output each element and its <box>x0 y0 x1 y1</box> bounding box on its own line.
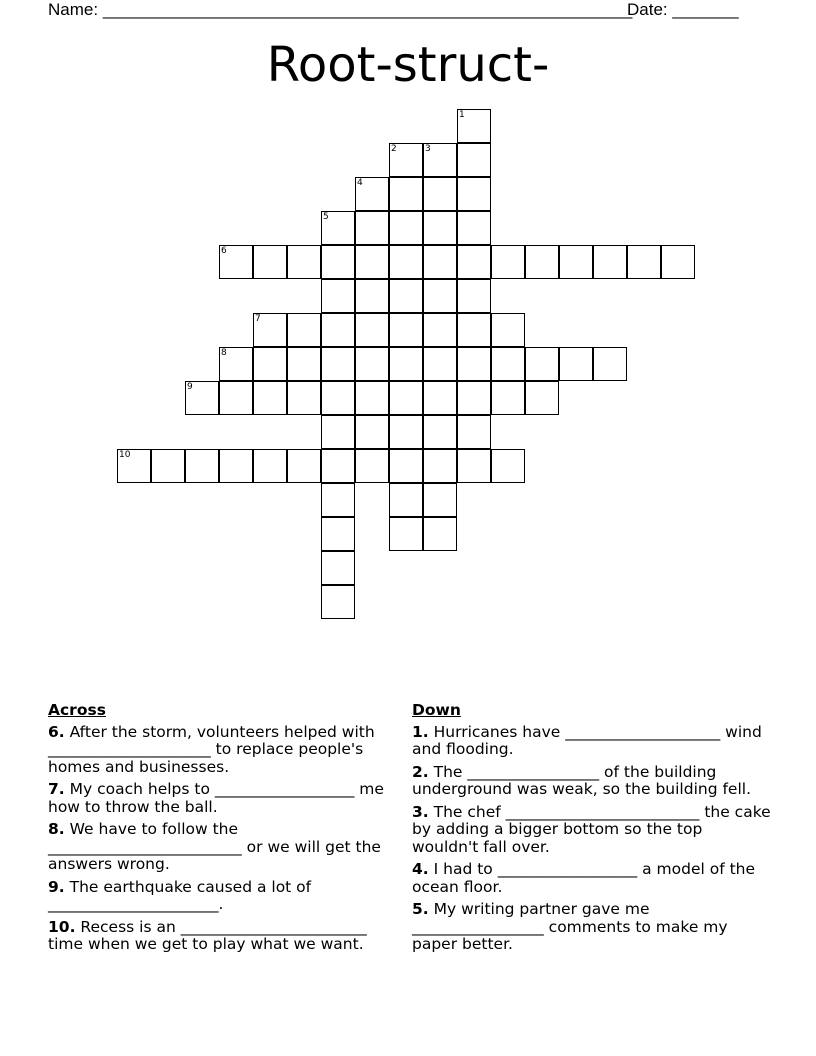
clue-number: 6. <box>48 722 65 741</box>
grid-cell[interactable] <box>491 381 525 415</box>
grid-cell[interactable] <box>355 313 389 347</box>
grid-cell[interactable] <box>287 347 321 381</box>
grid-cell[interactable] <box>457 245 491 279</box>
grid-cell[interactable] <box>389 313 423 347</box>
grid-cell[interactable] <box>321 279 355 313</box>
cell-number: 7 <box>255 314 261 324</box>
grid-cell[interactable] <box>423 483 457 517</box>
grid-cell[interactable] <box>355 211 389 245</box>
grid-cell[interactable] <box>355 347 389 381</box>
grid-cell[interactable] <box>423 177 457 211</box>
grid-cell[interactable] <box>491 313 525 347</box>
grid-cell[interactable] <box>491 245 525 279</box>
grid-cell[interactable] <box>253 381 287 415</box>
grid-cell[interactable] <box>219 449 253 483</box>
grid-cell[interactable] <box>457 313 491 347</box>
clue-number: 8. <box>48 820 65 838</box>
grid-cell[interactable] <box>423 415 457 449</box>
grid-cell[interactable] <box>423 279 457 313</box>
grid-cell[interactable] <box>355 177 389 211</box>
grid-cell[interactable] <box>287 245 321 279</box>
date-label: Date: <box>627 0 668 19</box>
grid-cell[interactable] <box>389 245 423 279</box>
grid-cell[interactable] <box>423 211 457 245</box>
grid-cell[interactable] <box>389 211 423 245</box>
clue-number: 7. <box>48 780 65 798</box>
grid-cell[interactable] <box>321 211 355 245</box>
grid-cell[interactable] <box>491 449 525 483</box>
down-heading: Down <box>412 701 461 719</box>
grid-cell[interactable] <box>321 517 355 551</box>
grid-cell[interactable] <box>389 415 423 449</box>
grid-cell[interactable] <box>321 347 355 381</box>
grid-cell[interactable] <box>457 381 491 415</box>
grid-cell[interactable] <box>457 143 491 177</box>
cell-number: 10 <box>119 450 131 460</box>
grid-cell[interactable] <box>117 449 151 483</box>
grid-cell[interactable] <box>457 449 491 483</box>
across-clues <box>48 702 400 959</box>
grid-cell[interactable] <box>423 143 457 177</box>
grid-cell[interactable] <box>423 347 457 381</box>
down-clue <box>412 861 772 896</box>
clue-number: 3. <box>412 802 429 821</box>
grid-cell[interactable] <box>423 449 457 483</box>
grid-cell[interactable] <box>457 211 491 245</box>
across-clue <box>48 919 400 954</box>
grid-cell[interactable] <box>389 347 423 381</box>
grid-cell[interactable] <box>423 245 457 279</box>
grid-cell[interactable] <box>321 551 355 585</box>
grid-cell[interactable] <box>457 279 491 313</box>
grid-cell[interactable] <box>253 313 287 347</box>
grid-cell[interactable] <box>321 245 355 279</box>
clue-text: My writing partner gave me _________________ comments to make my paper better. <box>412 900 728 953</box>
cell-number: 2 <box>391 144 397 154</box>
cell-number: 3 <box>425 144 431 154</box>
page-title: Root-struct- <box>266 37 550 93</box>
grid-cell[interactable] <box>389 143 423 177</box>
across-clue <box>48 724 400 777</box>
grid-cell[interactable] <box>321 313 355 347</box>
clue-text: We have to follow the _________________________ or we will get the answers wrong. <box>48 820 381 873</box>
grid-cell[interactable] <box>287 449 321 483</box>
grid-cell[interactable] <box>355 415 389 449</box>
grid-cell[interactable] <box>321 483 355 517</box>
grid-cell[interactable] <box>593 245 627 279</box>
clue-text: My coach helps to __________________ me how to throw the ball. <box>48 780 384 816</box>
grid-cell[interactable] <box>661 245 695 279</box>
cell-number: 8 <box>221 348 227 358</box>
grid-cell[interactable] <box>559 245 593 279</box>
grid-cell[interactable] <box>559 347 593 381</box>
down-clue <box>412 901 772 954</box>
across-clue <box>48 781 400 816</box>
down-clue <box>412 764 772 799</box>
date-blank[interactable]: _______ <box>672 0 739 19</box>
grid-cell[interactable] <box>389 517 423 551</box>
grid-cell[interactable] <box>457 109 491 143</box>
grid-cell[interactable] <box>355 381 389 415</box>
grid-cell[interactable] <box>355 449 389 483</box>
grid-cell[interactable] <box>321 585 355 619</box>
clue-number: 5. <box>412 900 429 918</box>
grid-cell[interactable] <box>287 381 321 415</box>
grid-cell[interactable] <box>321 415 355 449</box>
grid-cell[interactable] <box>219 381 253 415</box>
grid-cell[interactable] <box>389 279 423 313</box>
across-heading: Across <box>48 701 106 719</box>
clue-number: 1. <box>412 722 429 741</box>
grid-cell[interactable] <box>423 313 457 347</box>
clue-text: Recess is an ________________________ time when we get to play what we want. <box>48 917 367 953</box>
down-clue <box>412 804 772 857</box>
clue-number: 9. <box>48 877 65 896</box>
clue-text: Hurricanes have ____________________ wind and flooding. <box>412 722 762 758</box>
grid-cell[interactable] <box>491 347 525 381</box>
cell-number: 5 <box>323 212 329 222</box>
cell-number: 9 <box>187 382 193 392</box>
grid-cell[interactable] <box>321 381 355 415</box>
cell-number: 6 <box>221 246 227 256</box>
grid-cell[interactable] <box>219 245 253 279</box>
down-clue <box>412 724 772 759</box>
grid-cell[interactable] <box>627 245 661 279</box>
grid-cell[interactable] <box>355 279 389 313</box>
clue-number: 2. <box>412 762 429 781</box>
grid-cell[interactable] <box>423 517 457 551</box>
clue-text: The _________________ of the building underground was weak, so the building fell. <box>412 762 752 798</box>
grid-cell[interactable] <box>525 381 559 415</box>
grid-cell[interactable] <box>253 245 287 279</box>
grid-cell[interactable] <box>219 347 253 381</box>
clue-number: 10. <box>48 917 76 936</box>
clue-text: The chef _________________________ the cake by adding a bigger bottom so the top wouldn't fall over. <box>412 802 771 856</box>
cell-number: 4 <box>357 178 363 188</box>
grid-cell[interactable] <box>253 347 287 381</box>
name-blank[interactable]: ________________________________________________________ <box>102 0 633 19</box>
clue-text: I had to __________________ a model of the ocean floor. <box>412 860 756 896</box>
grid-cell[interactable] <box>389 177 423 211</box>
grid-cell[interactable] <box>457 415 491 449</box>
grid-cell[interactable] <box>151 449 185 483</box>
cell-number: 1 <box>459 110 465 120</box>
grid-cell[interactable] <box>457 177 491 211</box>
across-clue <box>48 821 400 874</box>
clue-text: After the storm, volunteers helped with _____________________ to replace people's homes and businesses. <box>48 722 375 776</box>
grid-cell[interactable] <box>389 483 423 517</box>
down-clues <box>412 702 772 959</box>
clue-number: 4. <box>412 860 429 878</box>
name-label: Name: <box>48 0 99 19</box>
grid-cell[interactable] <box>321 449 355 483</box>
clue-text: The earthquake caused a lot of ______________________. <box>48 877 312 913</box>
grid-cell[interactable] <box>253 449 287 483</box>
grid-cell[interactable] <box>355 245 389 279</box>
grid-cell[interactable] <box>525 245 559 279</box>
grid-cell[interactable] <box>185 381 219 415</box>
across-clue <box>48 879 400 914</box>
grid-cell[interactable] <box>287 313 321 347</box>
grid-cell[interactable] <box>389 449 423 483</box>
grid-cell[interactable] <box>185 449 219 483</box>
grid-cell[interactable] <box>593 347 627 381</box>
grid-cell[interactable] <box>525 347 559 381</box>
grid-cell[interactable] <box>457 347 491 381</box>
grid-cell[interactable] <box>423 381 457 415</box>
grid-cell[interactable] <box>389 381 423 415</box>
